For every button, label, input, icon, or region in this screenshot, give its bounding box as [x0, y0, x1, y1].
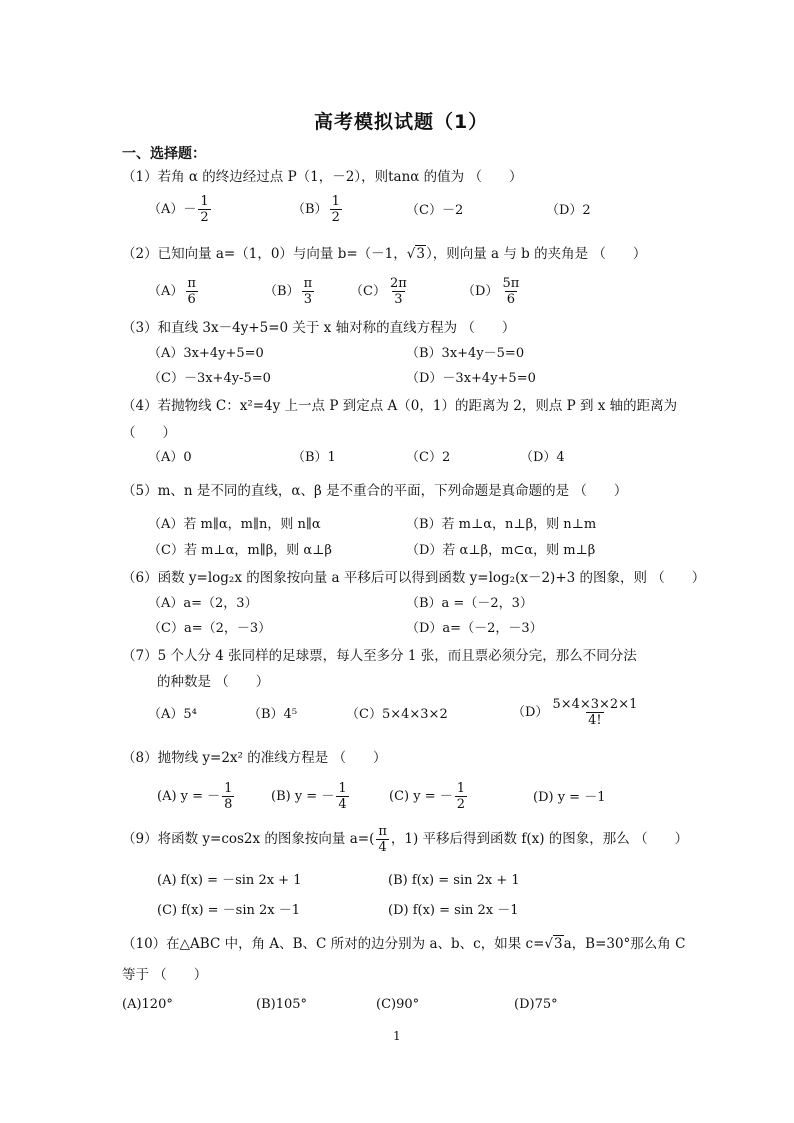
question-10-stem-cont: 等于 （ ） — [122, 967, 208, 983]
question-10-stem: （10）在△ABC 中，角 A、B、C 所对的边分别为 a、b、c，如果 c=√3a，B=30°那么角 C — [122, 936, 686, 952]
question-6-option-c: （C）a=（2，－3） — [148, 621, 272, 636]
section-heading: 一、选择题： — [122, 146, 206, 162]
question-10-option-c: (C)90° — [376, 997, 420, 1012]
question-8-option-c: (C) y = － $\frac{1}{2}$ — [389, 781, 466, 812]
question-1-option-a: （A）－ $\frac{1}{2}$ — [148, 194, 209, 225]
question-4-stem: （4）若抛物线 C：x²=4y 上一点 P 到定点 A（0，1）的距离为 2，则点 P 到 x 轴的距离为 — [122, 398, 678, 414]
question-2-option-b: （B） $\frac{\pi}{3}$ — [264, 276, 313, 307]
question-7-option-b: （B）4⁵ — [248, 707, 298, 722]
question-7-option-d: （D） $\frac{5\times 4\times 3\times 2\times 1}{4!}$ — [512, 697, 638, 728]
question-2-option-d: （D） $\frac{5\pi}{6}$ — [462, 276, 520, 307]
question-8-option-a: (A) y = － $\frac{1}{8}$ — [157, 781, 233, 812]
question-8-option-d: (D) y = －1 — [533, 790, 606, 805]
question-4-option-a: （A）0 — [148, 450, 192, 465]
question-5-option-b: （B）若 m⊥α，n⊥β，则 n⊥m — [406, 517, 597, 532]
question-3-option-a: （A）3x+4y+5=0 — [148, 346, 264, 361]
page-number: 1 — [393, 1029, 401, 1043]
question-6-stem: （6）函数 y=log₂x 的图象按向量 a 平移后可以得到函数 y=log₂(x－2)+3 的图象，则 （ ） — [122, 570, 706, 586]
question-7-stem: （7）5 个人分 4 张同样的足球票，每人至多分 1 张，而且票必须分完，那么不同分法 — [122, 648, 637, 664]
question-3-option-b: （B）3x+4y－5=0 — [406, 346, 525, 361]
question-7-option-a: （A）5⁴ — [148, 707, 197, 722]
question-1-stem: （1）若角 α 的终边经过点 P（1，－2），则tanα 的值为 （ ） — [122, 169, 523, 185]
question-9-option-c: (C) f(x) = －sin 2x －1 — [157, 903, 301, 918]
question-5-stem: （5）m、n 是不同的直线，α、β 是不重合的平面，下列命题是真命题的是 （ ） — [122, 483, 628, 499]
question-1-option-b: （B） $\frac{1}{2}$ — [292, 194, 340, 225]
question-2-option-a: （A） $\frac{\pi}{6}$ — [148, 276, 196, 307]
question-4-stem-cont: （ ） — [122, 425, 176, 441]
question-10-option-a: (A)120° — [122, 997, 173, 1012]
question-8-option-b: (B) y = － $\frac{1}{4}$ — [271, 781, 347, 812]
question-3-option-d: （D）－3x+4y+5=0 — [406, 371, 536, 386]
question-1-option-c: （C）－2 — [406, 203, 464, 218]
question-7-option-c: （C）5×4×3×2 — [346, 707, 448, 722]
page-title: 高考模拟试题（1） — [314, 111, 489, 133]
question-1-option-d: （D）2 — [546, 203, 591, 218]
question-10-option-b: (B)105° — [256, 997, 308, 1012]
question-4-option-d: （D）4 — [520, 450, 565, 465]
question-9-option-d: (D) f(x) = sin 2x －1 — [388, 903, 519, 918]
question-3-stem: （3）和直线 3x－4y+5=0 关于 x 轴对称的直线方程为 （ ） — [122, 320, 516, 336]
question-3-option-c: （C）－3x+4y-5=0 — [148, 371, 271, 386]
question-8-stem: （8）抛物线 y=2x² 的准线方程是 （ ） — [122, 750, 387, 766]
question-4-option-b: （B）1 — [292, 450, 336, 465]
question-5-option-c: （C）若 m⊥α，m∥β，则 α⊥β — [148, 543, 332, 558]
question-9-option-b: (B) f(x) = sin 2x + 1 — [388, 873, 520, 888]
question-5-option-d: （D）若 α⊥β，m⊂α，则 m⊥β — [406, 543, 596, 558]
question-9-stem: （9）将函数 y=cos2x 的图象按向量 a=( $\frac{\pi}{4}$ ，1) 平移后得到函数 f(x) 的图象，那么 （ ） — [122, 824, 689, 855]
question-6-option-d: （D）a=（－2，－3） — [406, 621, 543, 636]
question-7-stem-cont: 的种数是 （ ） — [157, 674, 270, 690]
question-4-option-c: （C）2 — [406, 450, 451, 465]
question-10-option-d: (D)75° — [514, 997, 558, 1012]
question-6-option-a: （A）a=（2，3） — [148, 596, 258, 611]
question-6-option-b: （B）a =（－2，3） — [406, 596, 533, 611]
question-9-option-a: (A) f(x) = －sin 2x + 1 — [157, 873, 302, 888]
question-2-option-c: （C） $\frac{2\pi}{3}$ — [350, 276, 407, 307]
question-5-option-a: （A）若 m∥α，m∥n，则 n∥α — [148, 517, 321, 532]
question-2-stem: （2）已知向量 a=（1，0）与向量 b=（－1，√3），则向量 a 与 b 的夹角是 （ ） — [122, 246, 647, 262]
